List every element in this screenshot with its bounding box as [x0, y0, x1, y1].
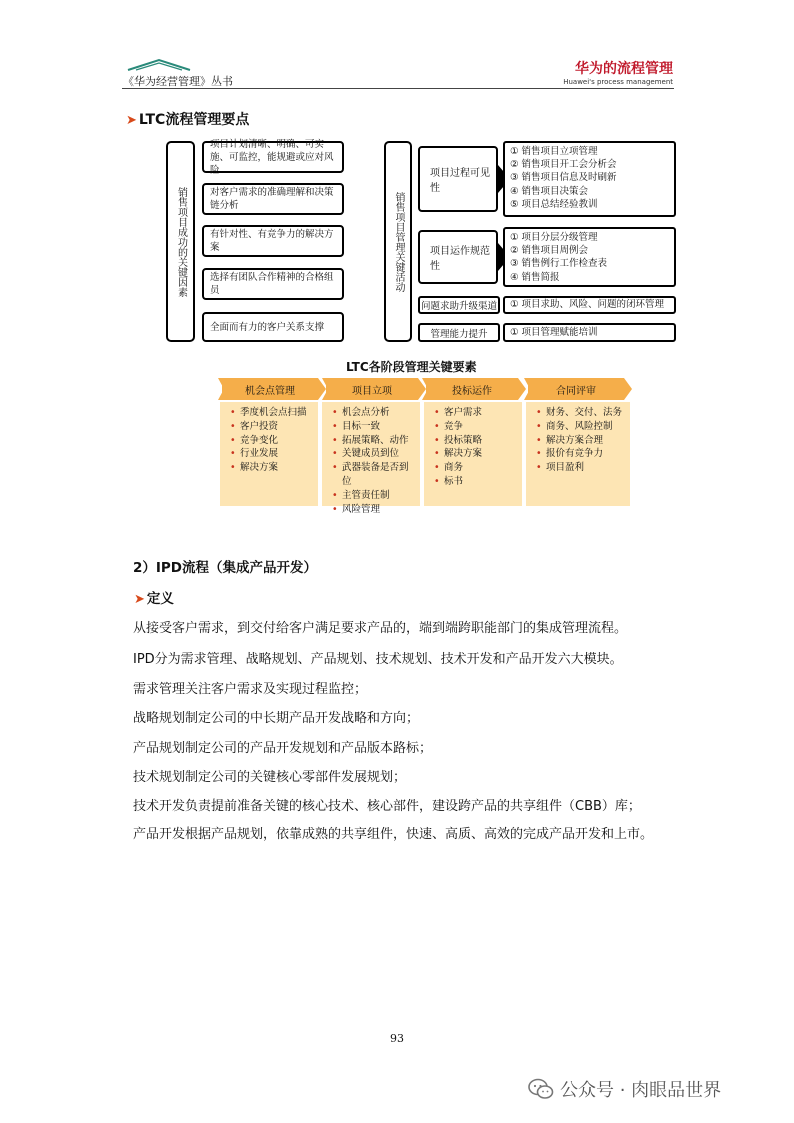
watermark: 公众号 · 肉眼品世界: [528, 1076, 721, 1102]
activity-list: ① 项目分层分级管理 ② 销售项目周例会 ③ 销售例行工作检查表 ④ 销售简报: [503, 227, 676, 287]
stage-headers: [0, 0, 794, 420]
stage-body-bidding: • 客户需求 • 竞争 • 投标策略 • 解决方案 • 商务 • 标书: [424, 402, 522, 506]
stage-head-project-initiation: 项目立项: [326, 378, 418, 400]
definition-subheading: ➤ 定义: [134, 591, 174, 607]
body-paragraph-line: 技术规划制定公司的关键核心零部件发展规划；: [133, 770, 407, 785]
group-label-escalation: 问题求助升级渠道: [418, 296, 500, 314]
group-label-capability: 管理能力提升: [418, 323, 500, 342]
stage-head-contract-review: 合同评审: [528, 378, 624, 400]
arrow-bullet-icon: ➤: [134, 592, 145, 607]
key-factor-item: 全面而有力的客户关系支撑: [202, 312, 344, 342]
group-label-standardization: 项目运作规范性: [418, 230, 498, 284]
stage-body-project-initiation: • 机会点分析 • 目标一致 • 拓展策略、动作 • 关键成员到位 • 武器装备是否到位 • 主管责任制 • 风险管理: [322, 402, 420, 506]
activity-list: ① 销售项目立项管理 ② 销售项目开工会分析会 ③ 销售项目信息及时刷新 ④ 销售项目决策会 ⑤ 项目总结经验教训: [503, 141, 676, 217]
brand-subtitle: Huawei's process management: [563, 78, 673, 86]
stage-body-contract-review: • 财务、交付、法务 • 商务、风险控制 • 解决方案合理 • 报价有竞争力 • 项目盈利: [526, 402, 630, 506]
stage-head-opportunity: 机会点管理: [222, 378, 318, 400]
stage-body-opportunity: • 季度机会点扫描 • 客户投资 • 竞争变化 • 行业发展 • 解决方案: [220, 402, 318, 506]
key-factors-label: 销售项目成功的关键因素: [166, 141, 195, 342]
body-paragraph-line: 产品规划制定公司的产品开发规划和产品版本路标；: [133, 741, 433, 756]
book-series-title: 《华为经营管理》丛书: [123, 75, 233, 88]
body-paragraph-line: 产品开发根据产品规划，依靠成熟的共享组件，快速、高质、高效的完成产品开发和上市。: [133, 827, 654, 842]
key-factor-item: 有针对性、有竞争力的解决方案: [202, 225, 344, 257]
page-number: 93: [390, 1032, 404, 1045]
key-factor-item: 对客户需求的准确理解和决策链分析: [202, 183, 344, 215]
body-paragraph-line: 需求管理关注客户需求及实现过程监控；: [133, 682, 368, 697]
body-paragraph-line: 从接受客户需求，到交付给客户满足要求产品的，端到端跨职能部门的集成管理流程。: [133, 621, 628, 636]
activity-list: ① 项目管理赋能培训: [503, 323, 676, 342]
arrow-bullet-icon: ➤: [126, 113, 137, 128]
body-paragraph-line: IPD分为需求管理、战略规划、产品规划、技术规划、技术开发和产品开发六大模块。: [133, 652, 623, 667]
wechat-icon: [528, 1078, 554, 1100]
key-factor-item: 选择有团队合作精神的合格组员: [202, 268, 344, 300]
body-paragraph-line: 技术开发负责提前准备关键的核心技术、核心部件，建设跨产品的共享组件（CBB）库；: [133, 799, 641, 814]
ltc-section-title: ➤ LTC流程管理要点: [126, 112, 250, 128]
stage-head-bidding: 投标运作: [426, 378, 518, 400]
group-label-visibility: 项目过程可见性: [418, 146, 498, 212]
stages-title: LTC各阶段管理关键要素: [346, 360, 477, 374]
activity-list: ① 项目求助、风险、问题的闭环管理: [503, 296, 676, 314]
ipd-section-heading: 2）IPD流程（集成产品开发）: [133, 560, 318, 576]
key-activities-label: 销售项目管理关键活动: [384, 141, 412, 342]
brand-title: 华为的流程管理: [575, 61, 673, 77]
key-factor-item: 项目计划清晰、明确、可实施、可监控，能规避或应对风险: [202, 141, 344, 173]
body-paragraph-line: 战略规划制定公司的中长期产品开发战略和方向；: [133, 711, 420, 726]
